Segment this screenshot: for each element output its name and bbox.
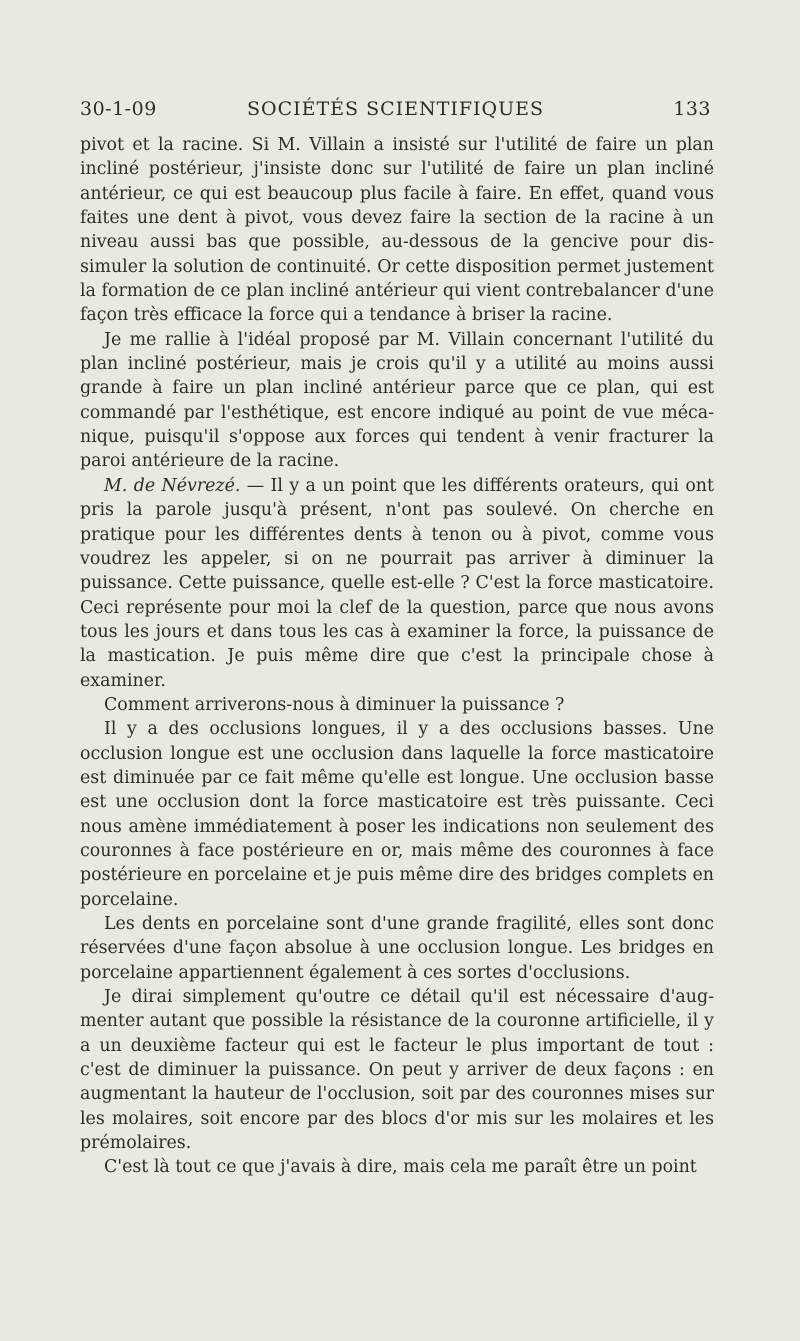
paragraph-3-text: — Il y a un point que les différents orateurs, qui ont pris la parole jusqu'à présent, n'ont pas soulevé. On cherche en pratique pour les différentes dents à tenon ou à pivot, comme vous voudrez les appeler, si on ne pourrait pas arriver à diminuer la puissance. Cette puissance, quelle est-elle ? C'est la force masticatoire. Ceci représente pour moi la clef de la question, parce que nous avons tous les jours et dans tous les cas à examiner la force, la puissance de la mastication. Je puis même dire que c'est la principale chose à examiner.	[80, 475, 714, 691]
paragraph-2: Je me rallie à l'idéal proposé par M. Villain concernant l'utilité du plan incliné postérieur, mais je crois qu'il y a utilité au moins aussi grande à faire un plan incliné antérieur parce que ce plan, qui est commandé par l'esthétique, est encore indiqué au point de vue mécanique, puisqu'il s'oppose aux forces qui tendent à venir fracturer la paroi antérieure de la racine.	[80, 329, 714, 472]
header-title: SOCIÉTÉS SCIENTIFIQUES	[247, 98, 544, 120]
paragraph-1: pivot et la racine. Si M. Villain a insisté sur l'utilité de faire un plan incliné postérieur, j'insiste donc sur l'utilité de faire un plan incliné antérieur, ce qui est beaucoup plus facile à faire. En effet, quand vous faites une dent à pivot, vous devez faire la section de la racine à un niveau aussi bas que possible, au-dessous de la gencive pour dissimuler la solution de continuité. Or cette disposition permet justement la formation de ce plan incliné antérieur qui vient contrebalancer d'une façon très efficace la force qui a tendance à briser la racine.	[80, 135, 714, 326]
header-date: 30-1-09	[80, 98, 157, 120]
paragraph-4: Comment arriverons-nous à diminuer la puissance ?	[104, 694, 565, 715]
paragraph-6: Les dents en porcelaine sont d'une grande fragilité, elles sont donc réservées d'une façon absolue à une occlusion longue. Les bridges en porcelaine appartiennent également à ces sortes d'occlusions.	[80, 914, 714, 983]
paragraph-3	[80, 474, 714, 693]
running-header	[80, 98, 711, 128]
paragraph-5: Il y a des occlusions longues, il y a des occlusions basses. Une occlusion longue est une occlusion dans laquelle la force masticatoire est diminuée par ce fait même qu'elle est longue. Une occlusion basse est une occlusion dont la force masticatoire est très puissante. Ceci nous amène immédiatement à poser les indications non seulement des couronnes à face postérieure en or, mais même des couronnes à face postérieure en porcelaine et je puis même dire des bridges complets en porcelaine.	[80, 719, 714, 910]
paragraph-7: Je dirai simplement qu'outre ce détail qu'il est nécessaire d'augmenter autant que possible la résistance de la couronne artificielle, il y a un deuxième facteur qui est le facteur le plus important de tout : c'est de diminuer la puissance. On peut y arriver de deux façons : en augmentant la hauteur de l'occlusion, soit par des couronnes mises sur les molaires, soit encore par des blocs d'or mis sur les molaires et les prémolaires.	[80, 987, 714, 1154]
body-text	[80, 133, 714, 1180]
paragraph-8: C'est là tout ce que j'avais à dire, mais cela me paraît être un point	[104, 1157, 697, 1178]
speaker-name: M. de Névrezé.	[104, 475, 241, 496]
page-number: 133	[673, 98, 711, 120]
